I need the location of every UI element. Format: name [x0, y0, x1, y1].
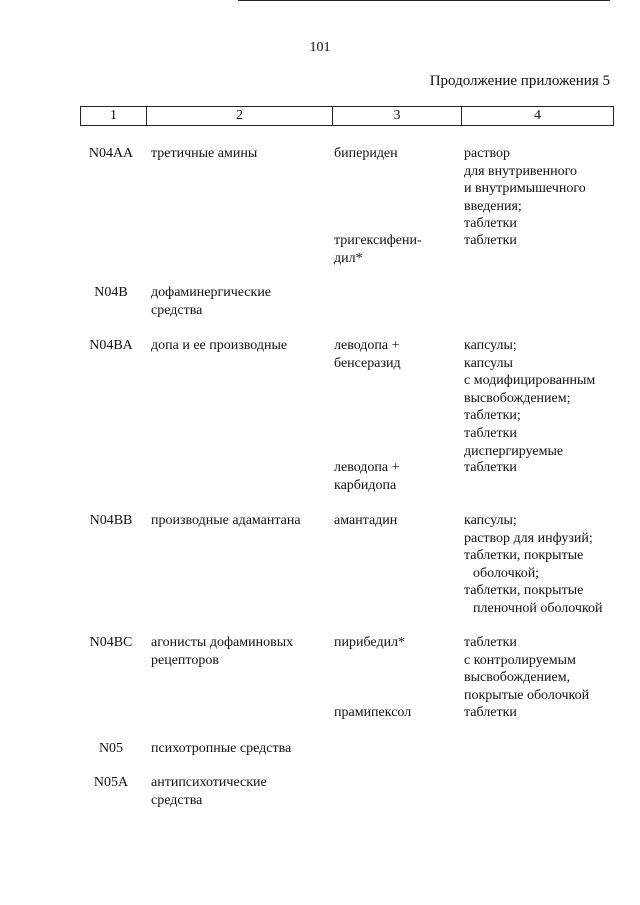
group-name: производные адамантана: [151, 513, 301, 528]
column-header-2: 2: [147, 107, 333, 126]
group-name: третичные амины: [151, 146, 258, 161]
dosage-forms: таблетки: [464, 233, 517, 248]
page-number: 101: [309, 40, 331, 55]
dosage-forms: капсулы; раствор для инфузий; таблетки, покрытые оболочкой; таблетки, покрытые пленочной оболочкой: [464, 513, 603, 616]
drug-name: тригексифени- дил*: [334, 233, 422, 266]
group-name: агонисты дофаминовых рецепторов: [151, 635, 294, 668]
group-name: дофаминергические средства: [151, 285, 272, 318]
group-name: антипсихотические средства: [151, 775, 267, 808]
atc-code: N05A: [93, 775, 129, 790]
atc-code: N04BC: [89, 635, 133, 650]
drug-name: бипериден: [334, 146, 398, 161]
dosage-forms: таблетки: [464, 460, 517, 475]
top-rule: [238, 0, 610, 1]
drug-name: прамипексол: [334, 705, 412, 720]
dosage-forms: капсулы; капсулы с модифицированным высвобождением; таблетки; таблетки диспергируемые: [464, 338, 596, 459]
group-name: психотропные средства: [151, 741, 292, 756]
atc-code: N04AA: [88, 146, 134, 161]
atc-code: N04BB: [89, 513, 133, 528]
atc-code: N04B: [94, 285, 128, 300]
dosage-forms: раствор для внутривенного и внутримышечного введения; таблетки: [464, 146, 586, 232]
column-header-1: 1: [81, 107, 147, 126]
column-header-3: 3: [333, 107, 462, 126]
drug-name: пирибедил*: [334, 635, 406, 650]
appendix-note: Продолжение приложения 5: [429, 73, 610, 89]
atc-code: N04BA: [89, 338, 133, 353]
dosage-forms: таблетки с контролируемым высвобождением, покрытые оболочкой: [464, 635, 590, 703]
atc-code: N05: [98, 741, 124, 756]
column-header-row: [81, 107, 614, 126]
drug-name: амантадин: [334, 513, 398, 528]
group-name: допа и ее производные: [151, 338, 288, 353]
column-header-4: 4: [462, 107, 614, 126]
dosage-forms: таблетки: [464, 705, 517, 720]
column-header-table: [80, 106, 614, 126]
drug-name: леводопа + бенсеразид: [334, 338, 401, 371]
drug-name: леводопа + карбидопа: [334, 460, 400, 493]
